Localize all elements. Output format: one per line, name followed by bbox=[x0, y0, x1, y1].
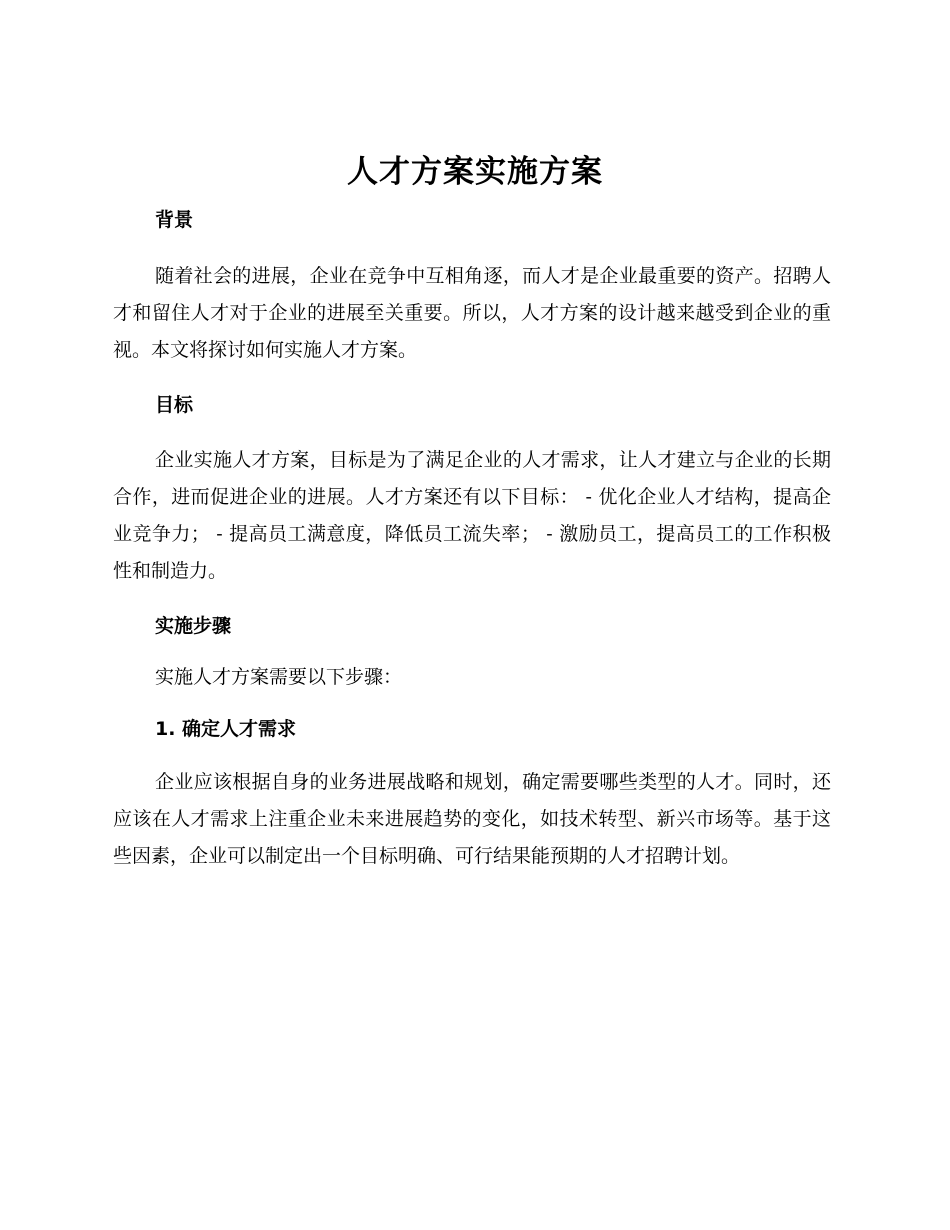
section-paragraph-steps-intro: 实施人才方案需要以下步骤： bbox=[155, 666, 403, 688]
document-body bbox=[113, 204, 831, 875]
section-paragraph-goal: 企业实施人才方案，目标是为了满足企业的人才需求，让人才建立与企业的长期合作，进而促进企业的进展。人才方案还有以下目标： - 优化企业人才结构，提高企业竞争力； - 提高员工满意度，降低员工流失率； - 激励员工，提高员工的工作积极性和制造力。 bbox=[113, 449, 831, 582]
section-heading-step1: 1. 确定人才需求 bbox=[155, 718, 297, 740]
section-paragraph-background: 随着社会的进展，企业在竞争中互相角逐，而人才是企业最重要的资产。招聘人才和留住人才对于企业的进展至关重要。所以，人才方案的设计越来越受到企业的重视。本文将探讨如何实施人才方案。 bbox=[113, 265, 831, 361]
section-heading-goal: 目标 bbox=[155, 394, 194, 416]
section-heading-steps: 实施步骤 bbox=[155, 615, 232, 637]
section-paragraph-step1: 企业应该根据自身的业务进展战略和规划，确定需要哪些类型的人才。同时，还应该在人才需求上注重企业未来进展趋势的变化，如技术转型、新兴市场等。基于这些因素，企业可以制定出一个目标明确、可行结果能预期的人才招聘计划。 bbox=[113, 771, 831, 867]
section-heading-background: 背景 bbox=[155, 209, 194, 231]
document-title: 人才方案实施方案 bbox=[347, 154, 603, 190]
